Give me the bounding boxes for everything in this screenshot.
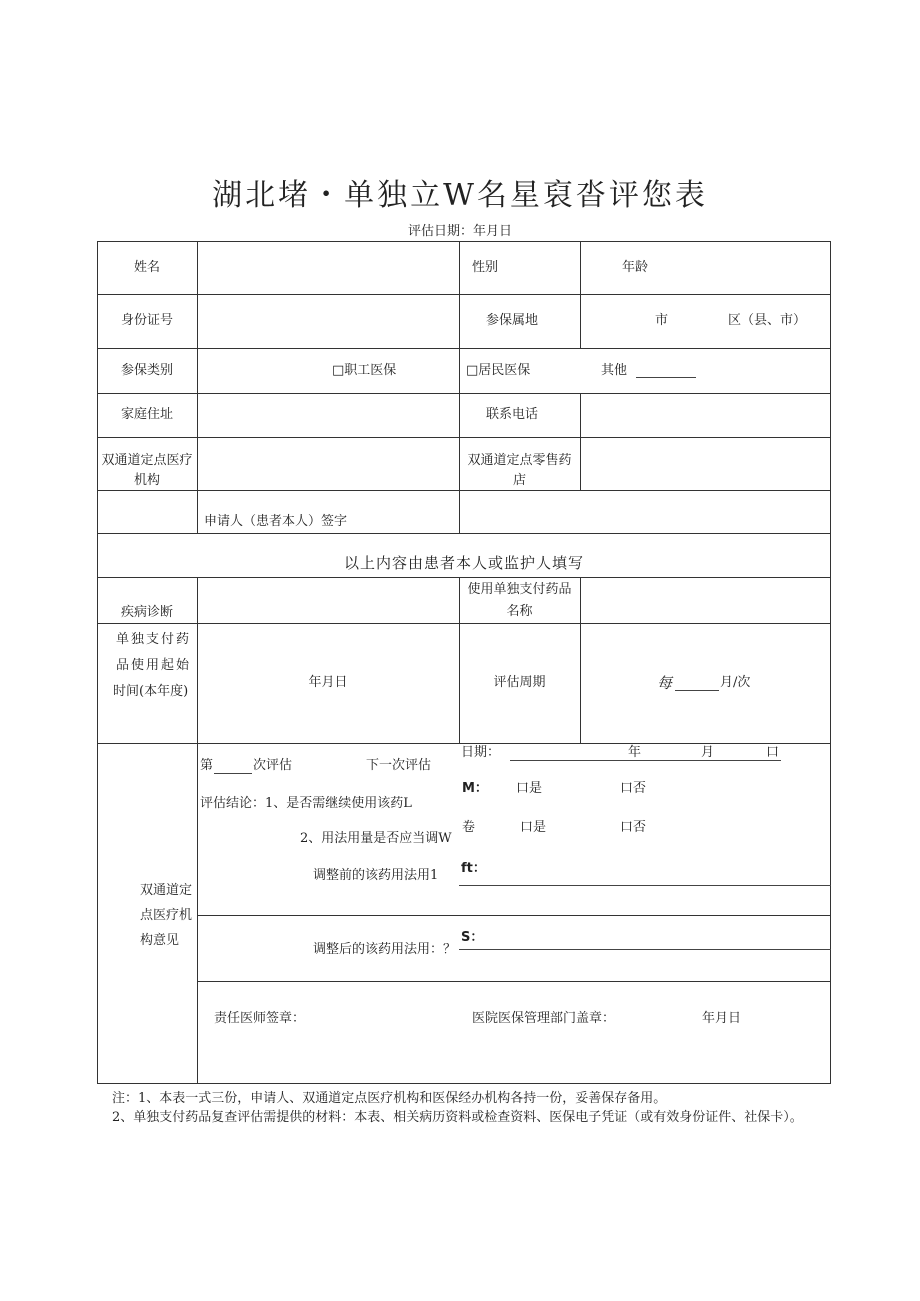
col-line [197,241,198,533]
institution-label-1: 双通道定点医疗 [101,453,193,468]
conclusion-label: 评估结论：1、是否需继续使用该药L [200,796,412,811]
ft-label: ft： [461,861,486,876]
district-label: 区（县、市） [728,313,807,328]
start-time-label-1: 单独支付药 [116,632,192,647]
row-line [97,393,831,394]
row-line [97,623,831,624]
juan-label: 卷 [462,820,476,835]
continue-no-checkbox[interactable]: 口否 [620,781,647,796]
cycle-label: 评估周期 [493,675,546,690]
date-field[interactable] [510,760,781,761]
nth-field[interactable] [214,773,252,774]
col-line [197,743,198,1084]
row-line [97,577,831,578]
row-line [97,533,831,534]
other-label: 其他 [601,363,628,378]
next-assessment-label: 下一次评估 [366,758,432,773]
sign-date: 年月日 [702,1011,742,1026]
adjust-yes-checkbox[interactable]: 口是 [520,820,547,835]
every-label: 每 [657,674,673,692]
insurance-type-label: 参保类别 [120,363,173,378]
date-month: 月 [701,745,715,760]
col-line [459,577,460,743]
doctor-signature-label: 责任医师签章： [214,1011,306,1026]
s-label: S： [461,930,484,945]
hospital-stamp-label: 医院医保管理部门盖章： [472,1011,616,1026]
employee-insurance-checkbox[interactable]: □职工医保 [332,363,397,378]
row-line [97,437,831,438]
adjust-question-label: 2、用法用量是否应当调W [300,831,452,846]
row-line [197,981,831,982]
col-line [580,241,581,348]
page-title: 湖北堵・单独立W名星裒沓评您表 [212,178,708,213]
opinion-label-3: 构意见 [140,933,180,948]
row-line [197,915,831,916]
m-label: M： [462,781,488,796]
row-line [97,348,831,349]
diagnosis-label: 疾病诊断 [120,605,173,620]
assess-date: 评估日期：年月日 [407,224,512,239]
nth-suffix: 次评估 [253,758,293,773]
after-usage-label: 调整后的该药用法用：？ [313,942,457,957]
per-month-label: 月/次 [720,675,751,690]
age-label: 年龄 [622,260,649,275]
id-label: 身份证号 [120,313,173,328]
before-usage-field[interactable] [459,885,831,886]
col-line [580,577,581,743]
col-line [580,393,581,490]
nth-prefix: 第 [200,758,214,773]
resident-insurance-checkbox[interactable]: □居民医保 [466,363,531,378]
city-label: 市 [655,313,669,328]
start-time-label-3: 时间(本年度) [113,684,189,699]
row-line [97,490,831,491]
row-line [97,743,831,744]
drug-name-label-2: 名称 [506,604,533,619]
pharmacy-label-1: 双通道定点零售药 [467,453,572,468]
col-line [459,241,460,533]
row-line [97,294,831,295]
note-2: 2、单独支付药品复查评估需提供的材料：本表、相关病历资料或检查资料、医保电子凭证（或有效身份证件、社保卡）。 [112,1110,803,1125]
adjust-no-checkbox[interactable]: 口否 [620,820,647,835]
date-label: 日期： [461,745,501,760]
applicant-signature-label: 申请人（患者本人）签字 [204,514,348,529]
opinion-label-2: 点医疗机 [140,908,193,923]
address-label: 家庭住址 [120,407,173,422]
opinion-label-1: 双通道定 [140,883,193,898]
drug-name-label-1: 使用单独支付药品 [467,582,572,597]
gender-label: 性别 [472,260,499,275]
continue-yes-checkbox[interactable]: 口是 [516,781,543,796]
name-label: 姓名 [133,260,160,275]
after-usage-field[interactable] [459,949,831,950]
date-year: 年 [628,745,642,760]
note-1: 注：1、本表一式三份，申请人、双通道定点医疗机构和医保经办机构各持一份，妥善保存备用。 [112,1091,667,1106]
start-date: 年月日 [308,675,348,690]
insured-place-label: 参保属地 [486,313,539,328]
start-time-label-2: 品使用起始 [116,658,192,673]
fill-notice: 以上内容由患者本人或监护人填写 [343,554,584,572]
before-usage-label: 调整前的该药用法用1 [313,868,439,883]
institution-label-2: 机构 [133,473,160,488]
col-line [197,577,198,743]
cycle-field[interactable] [675,690,719,691]
phone-label: 联系电话 [486,407,539,422]
date-day: 口 [766,745,780,760]
pharmacy-label-2: 店 [512,473,526,488]
form-table [97,241,831,1084]
other-field[interactable] [636,377,696,378]
